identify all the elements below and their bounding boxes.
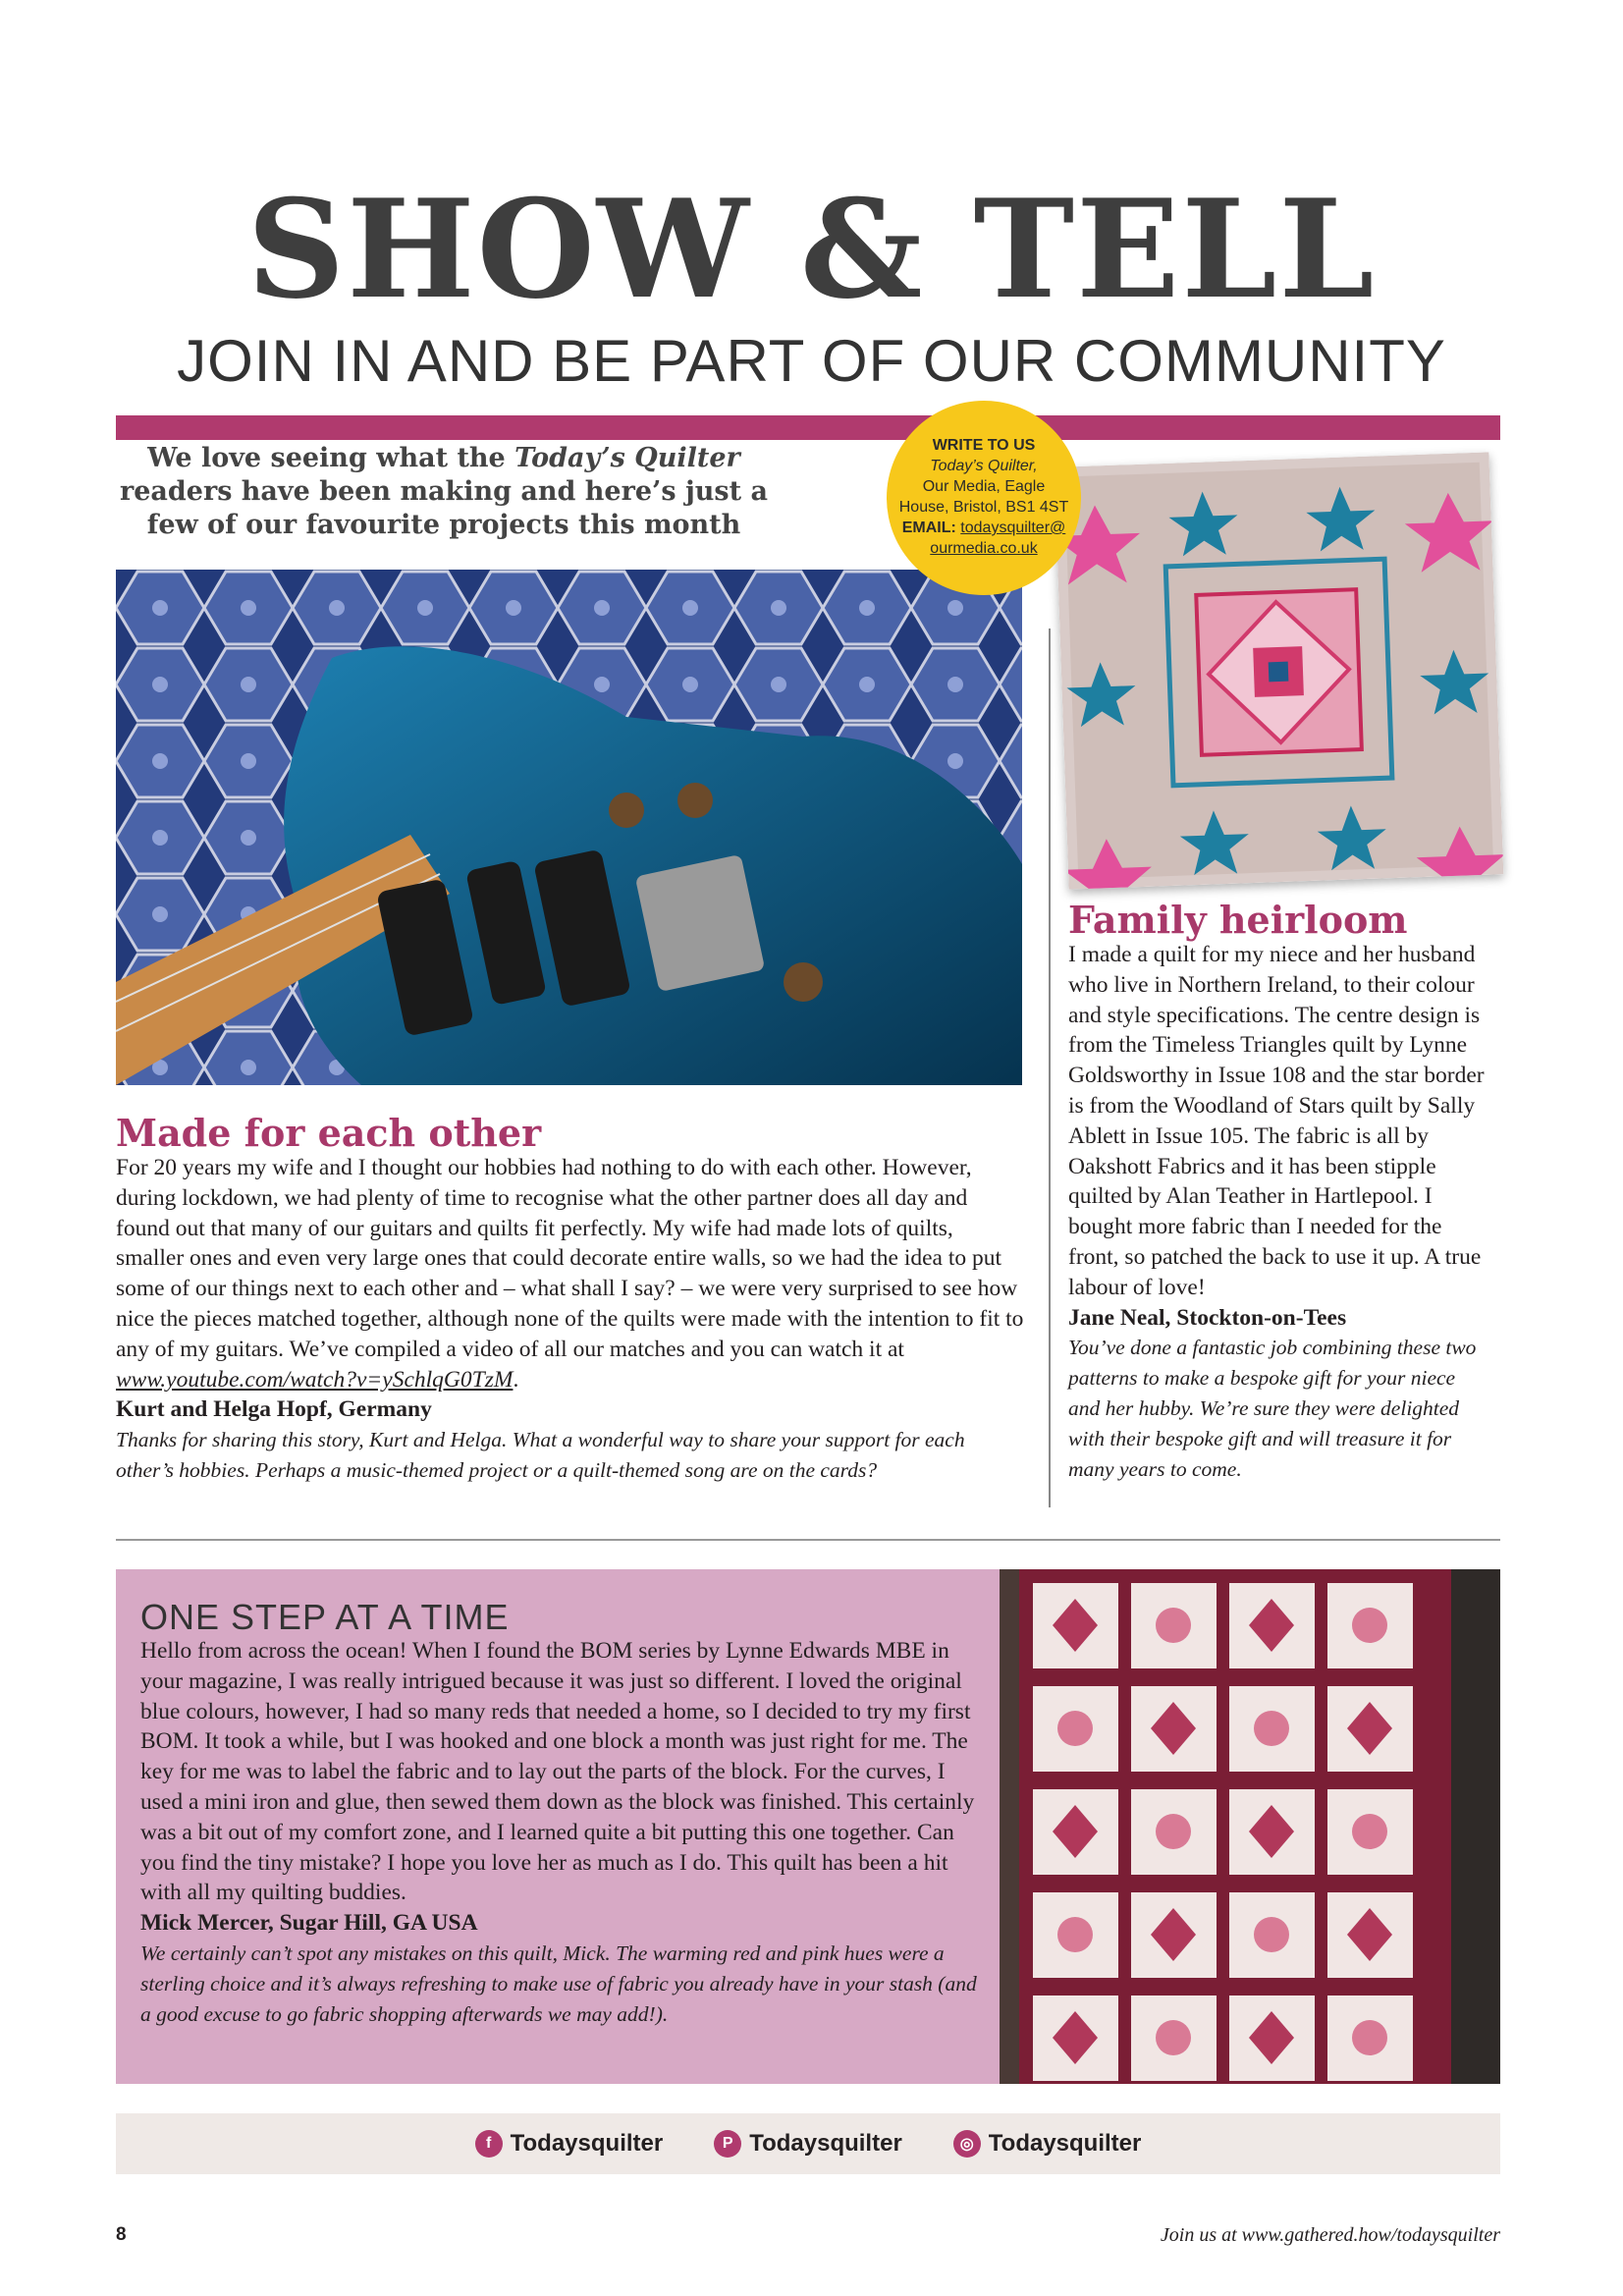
pinterest-link[interactable] [714,2130,902,2158]
facebook-handle: Todaysquilter [510,2130,664,2157]
made-for-each-other-article: For 20 years my wife and I thought our hobbies had nothing to do with each other. However, during lockdown, we had plenty of time to recognise what the other partner does all day and found out that many of our guitars and quilts fit perfectly. My wife had made lots of quilts, smaller ones and even very large ones that could decorate entire walls, so we had the idea to put some of our things next to each other and – what shall I say? – we were very surprised to see how nice the pieces matched together, although none of the quilts were made with the intention to fit to any of my guitars. We’ve compiled a video of all our matches and you can watch it at www.youtube.com/watch?v=ySchlqG0TzM. Kurt and Helga Hopf, Germany Thanks for sharing this story, Kurt and Helga. What a wonderful way to share your support for each other’s hobbies. Perhaps a music-themed project or a quilt-themed song are on the cards? [116,1153,1024,1486]
social-media-bar [116,2113,1500,2174]
instagram-icon: ◎ [953,2130,981,2158]
email-link-part2[interactable]: ourmedia.co.uk [930,540,1038,557]
article-signature: Kurt and Helga Hopf, Germany [116,1396,432,1423]
footer-tagline: Join us at www.gathered.how/todaysquilter [1160,2224,1500,2246]
email-label: EMAIL: [901,519,956,536]
address-line-1: Today’s Quilter, [930,458,1038,474]
family-heirloom-quilt-photo [1055,452,1504,889]
editor-response: Thanks for sharing this story, Kurt and Helga. What a wonderful way to share your support for each other’s hobbies. Perhaps a music-themed project or a quilt-themed song are on the cards? [116,1428,965,1483]
page-title: SHOW & TELL [246,169,1377,329]
address-line-3: House, Bristol, BS1 4ST [898,499,1069,516]
page-number: 8 [116,2224,127,2245]
made-for-each-other-heading: Made for each other [116,1111,542,1155]
guitar-quilt-photo [116,570,1022,1085]
bom-quilt-photo [1000,1569,1500,2084]
page-subtitle: JOIN IN AND BE PART OF OUR COMMUNITY [177,328,1446,394]
instagram-link[interactable] [953,2130,1142,2158]
pinterest-icon: P [714,2130,741,2158]
one-step-heading: ONE STEP AT A TIME [140,1597,510,1637]
family-heirloom-heading: Family heirloom [1068,898,1408,942]
article-signature: Mick Mercer, Sugar Hill, GA USA [140,1910,478,1937]
article-signature: Jane Neal, Stockton-on-Tees [1068,1304,1347,1331]
youtube-link[interactable]: www.youtube.com/watch?v=ySchlqG0TzM [116,1366,514,1393]
intro-text: We love seeing what the Today’s Quilter readers have been making and here’s just a few of our favourite projects this month [120,443,768,540]
editor-response: We certainly can’t spot any mistakes on this quilt, Mick. The warming red and pink hues were a sterling choice and it’s always refreshing to make use of fabric you already have in your stash (and a good excuse to go fabric shopping afterwards we may add!). [140,1941,977,2026]
facebook-link[interactable] [475,2130,664,2158]
column-divider [1049,629,1051,1507]
one-step-article [140,1636,985,2030]
article-body: Hello from across the ocean! When I found the BOM series by Lynne Edwards MBE in your magazine, I was really intrigued because it was just so different. I loved the original blue colours, however, I had so many reds that needed a home, so I decided to try my first BOM. It took a while, but I was hooked and one block a month was just right for me. The key for me was to label the fabric and to lay out the parts of the block. For the curves, I used a mini iron and glue, then sewed them down as the block was finished. This certainly was a bit out of my comfort zone, and I learned quite a bit putting this one together. Can you find the tiny mistake? I hope you love her as much as I do. This quilt has been a hit with all my quilting buddies. [140,1638,975,1906]
instagram-handle: Todaysquilter [988,2130,1142,2157]
article-body: For 20 years my wife and I thought our hobbies had nothing to do with each other. However, during lockdown, we had plenty of time to recognise what the other partner does all day and found out that many of our guitars and quilts fit perfectly. My wife had made lots of quilts, smaller ones and even very large ones that could decorate entire walls, so we had the idea to put some of our things next to each other and – what shall I say? – we were very surprised to see how nice the pieces matched together, although none of the quilts were made with the intention to fit to any of my guitars. We’ve compiled a video of all our matches and you can watch it at [116,1155,1024,1362]
write-to-us-label: WRITE TO US [932,437,1036,454]
family-heirloom-article [1068,940,1490,1485]
article-body: I made a quilt for my niece and her husband who live in Northern Ireland, to their colour and style specifications. The centre design is from the Timeless Triangles quilt by Lynne Goldsworthy in Issue 108 and the star border is from the Woodland of Stars quilt by Sally Ablett in Issue 105. The fabric is all by Oakshott Fabrics and it has been stipple quilted by Alan Teather in Hartlepool. I bought more fabric than I needed for the front, so patched the back to use it up. A true labour of love! [1068,942,1485,1300]
title-rule [116,415,1500,440]
facebook-icon: f [475,2130,503,2158]
address-line-2: Our Media, Eagle [922,478,1046,495]
write-to-us-badge [887,401,1081,595]
editor-response: You’ve done a fantastic job combining these two patterns to make a bespoke gift for your niece and her hubby. We’re sure they were delighted with their bespoke gift and will treasure it for many years to come. [1068,1336,1477,1482]
section-divider [116,1539,1500,1541]
email-link-part1[interactable]: todaysquilter@ [960,519,1066,536]
pinterest-handle: Todaysquilter [749,2130,902,2157]
